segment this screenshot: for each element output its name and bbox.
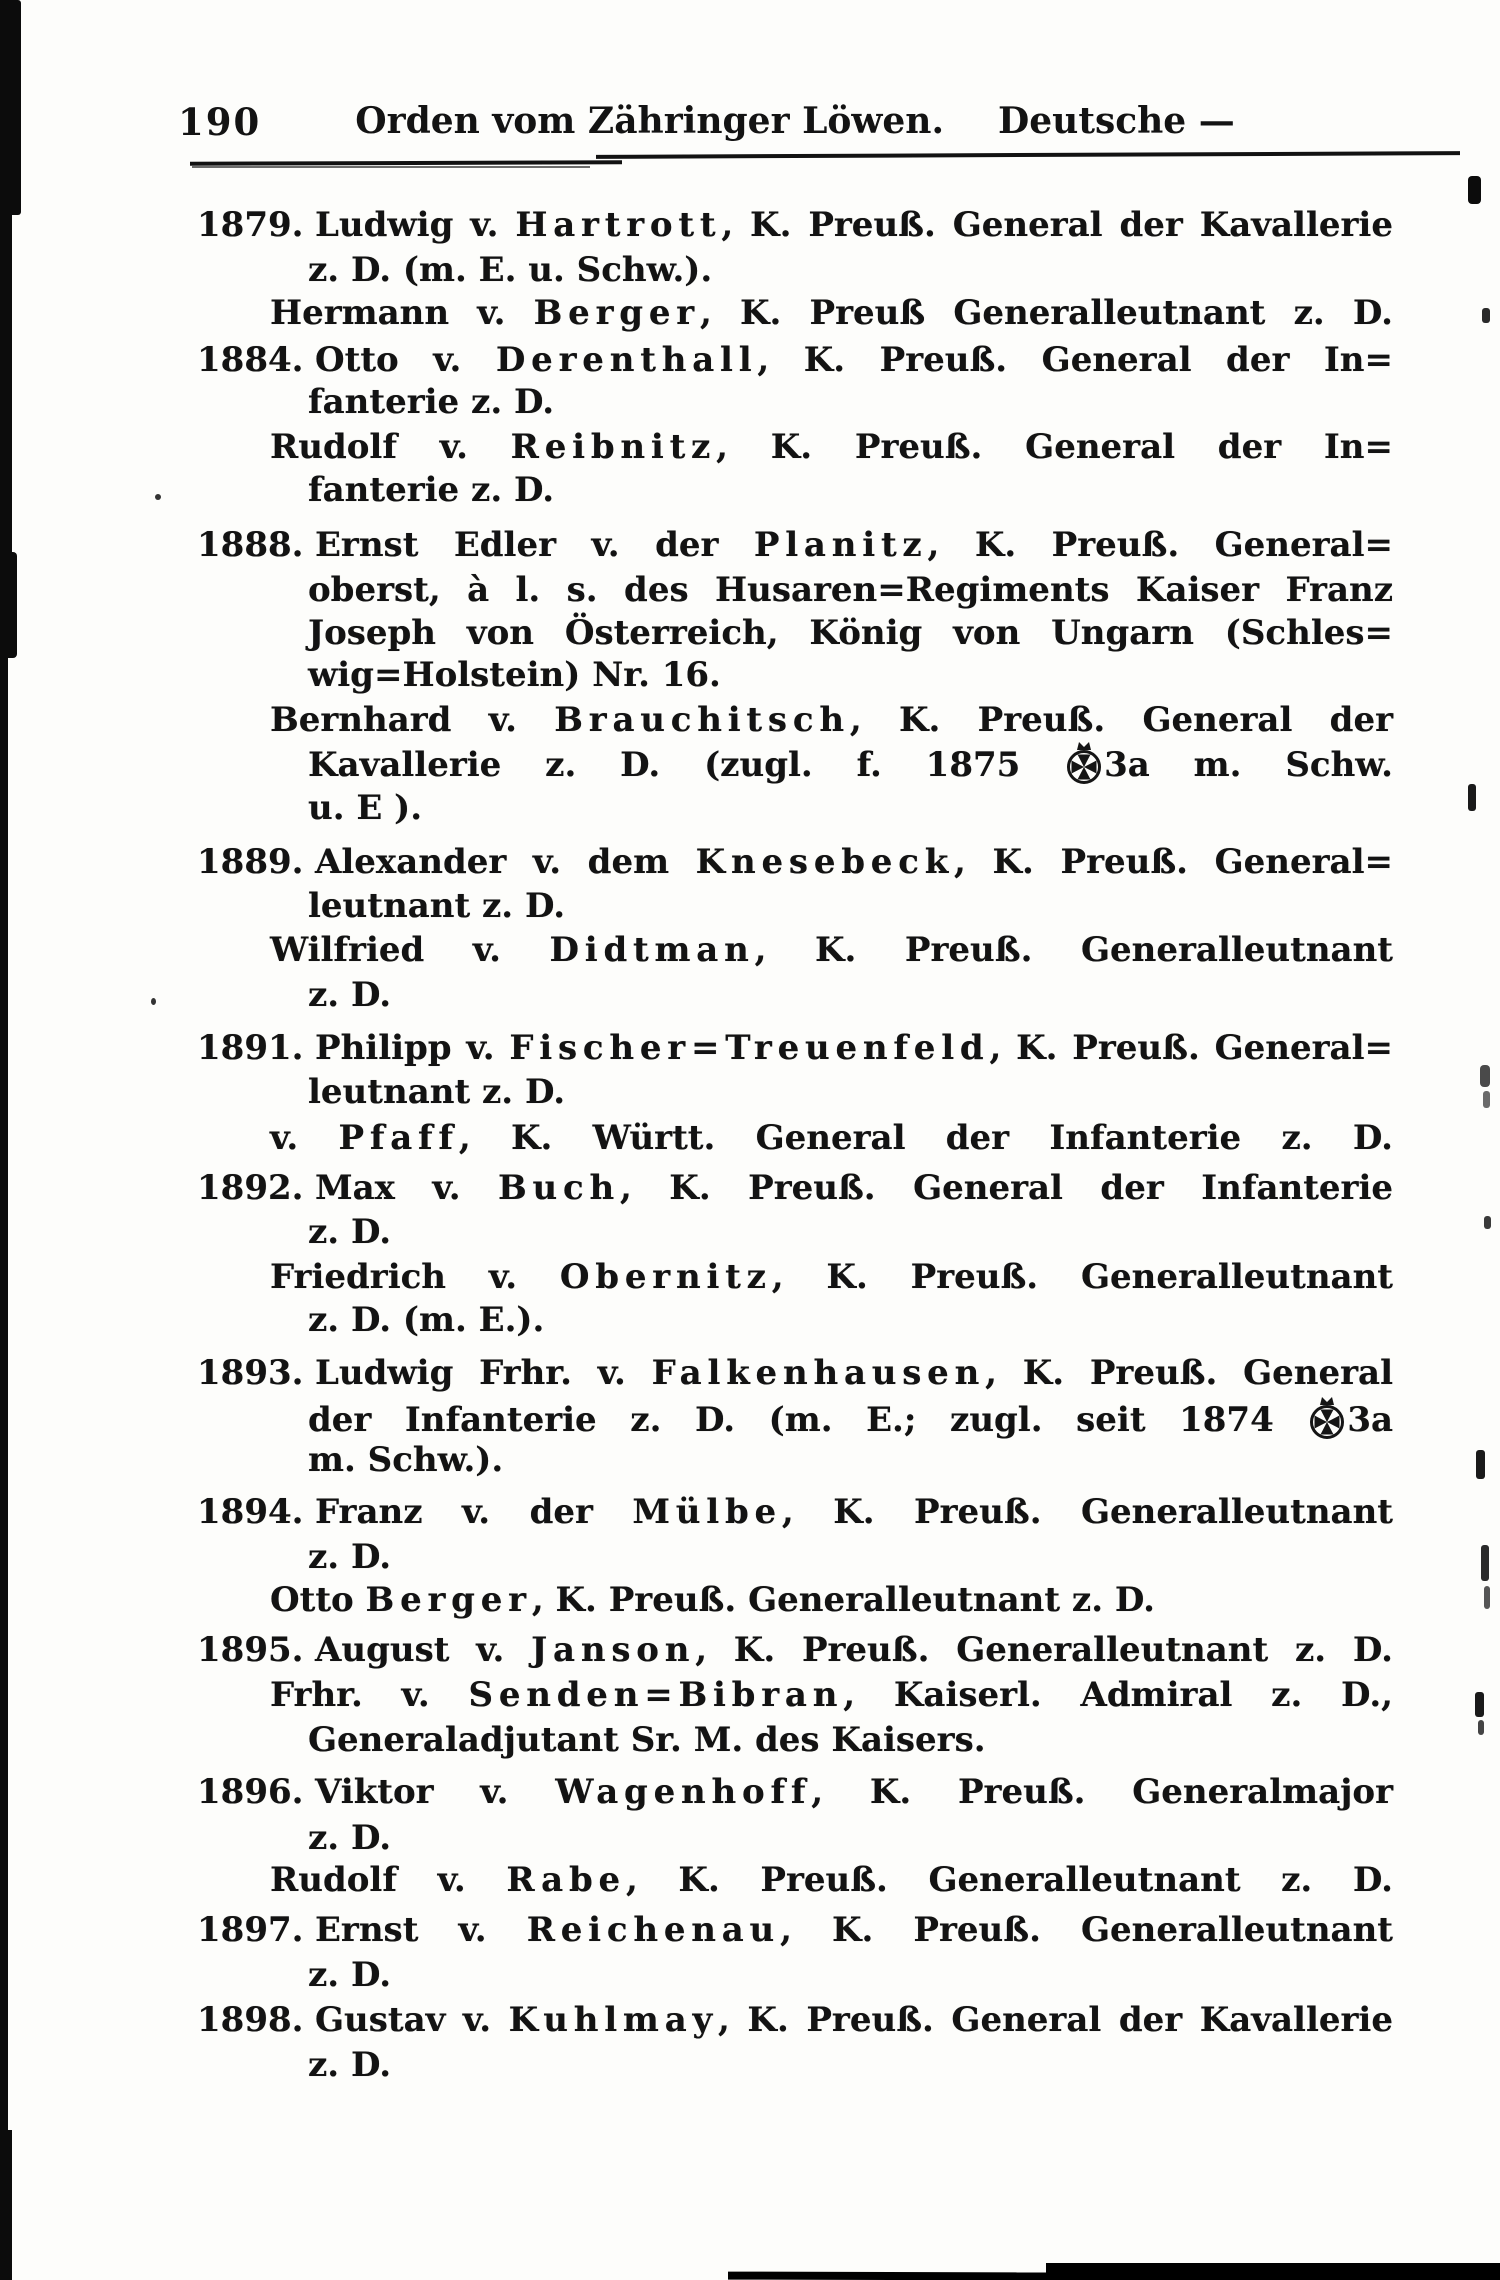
entry-year: 1898. [197,2000,304,2040]
line-text: , K. Preuß. Generalleutnant [780,1910,1393,1950]
entry-year: 1897. [197,1910,304,1950]
line-text: , K. Preuß. General der In= [757,340,1394,380]
entry-line [197,698,1393,742]
line-text: , K. Preuß. Generalleutnant z. D. [695,1630,1393,1670]
entry-year: 1896. [197,1772,304,1812]
left-edge-scan-stripe [0,210,12,572]
entry-line [197,1816,1393,1860]
entry-line [197,1858,1393,1902]
person-surname: Obernitz [559,1257,772,1297]
person-surname: Brauchitsch [554,700,850,740]
line-text: , K. Preuß. Generalleutnant z. D. [531,1580,1156,1620]
entry-line [197,1396,1393,1442]
right-edge-ink-speck [1468,176,1481,204]
line-text: leutnant z. D. [308,886,566,926]
line-text: Otto [270,1580,366,1620]
right-edge-ink-speck [1475,1692,1484,1717]
person-surname: Reibnitz [510,427,717,467]
person-surname: Kuhlmay [508,2000,719,2040]
line-text: fanterie z. D. [308,382,555,422]
entry-line [197,653,1393,697]
line-text: , K. Preuß Generalleutnant z. D. [699,293,1393,333]
right-edge-ink-speck [1481,1545,1489,1581]
line-text: , K. Preuß. General [985,1353,1393,1393]
entry-line [197,973,1393,1017]
order-cross-icon [1307,1396,1347,1440]
line-text: fanterie z. D. [308,470,555,510]
entry-line [197,291,1393,335]
line-text: oberst, à l. s. des Husaren=Regiments Kaiser Franz [308,570,1393,610]
line-text: August v. [315,1630,532,1670]
person-surname: Buch [498,1168,621,1208]
line-text: Joseph von Österreich, König von Ungarn (Schles= [308,613,1393,653]
entry-line [197,884,1393,928]
line-text: Wilfried v. [270,930,550,970]
entry-line [197,248,1393,292]
entry-line [197,468,1393,512]
line-text: Bernhard v. [270,700,555,740]
person-surname: Reichenau [526,1910,781,1950]
person-surname: Hartrott [515,205,722,245]
entry-line [197,1070,1393,1114]
line-text: Alexander v. dem [315,842,696,882]
line-text: Hermann v. [270,293,534,333]
line-text: , K. Preuß. General der Infanterie [620,1168,1393,1208]
entry-line [197,741,1393,787]
ink-dot [151,998,156,1005]
line-text: , K. Preuß. Generalmajor [811,1772,1394,1812]
line-text: z. D. [308,1212,392,1252]
line-text: z. D. [308,1818,392,1858]
line-text: Rudolf v. [270,427,511,467]
entry-line [197,1298,1393,1342]
line-text: leutnant z. D. [308,1072,566,1112]
line-text: z. D. (m. E.). [308,1300,545,1340]
line-text: Rudolf v. [270,1860,507,1900]
entry-year: 1891. [197,1028,304,1068]
entry-year: 1895. [197,1630,304,1670]
entry-line [197,1673,1393,1717]
person-surname: Berger [533,293,700,333]
person-surname: Mülbe [632,1492,782,1532]
line-text: z. D. [308,2045,392,2085]
entry-year: 1893. [197,1353,304,1393]
line-text: v. [270,1118,339,1158]
left-edge-scan-blob [0,0,21,215]
line-text: Franz v. der [315,1492,633,1532]
entry-line [197,338,1393,382]
entry-line [197,1026,1393,1070]
line-text: , K. Preuß. Generalleutnant [781,1492,1394,1532]
page-number: 190 [178,100,262,144]
entry-line [197,1718,1393,1762]
line-text: , K. Preuß. General der Kavallerie [721,205,1393,245]
line-text: Generaladjutant Sr. M. des Kaisers. [308,1720,986,1760]
entry-line [197,1438,1393,1482]
person-surname: Wagenhoff [555,1772,812,1812]
person-surname: Janson [531,1630,696,1670]
right-edge-ink-speck [1476,1450,1485,1479]
right-edge-ink-speck [1484,1586,1490,1609]
person-surname: Didtman [549,930,755,970]
line-text: z. D. [308,1955,392,1995]
person-surname: Fischer=Treuenfeld [509,1028,990,1068]
line-text: , K. Preuß. General= [989,1028,1393,1068]
line-text: Ludwig v. [315,205,516,245]
header-rule-left [190,160,622,166]
entry-line [197,1578,1393,1622]
right-edge-ink-speck [1478,1720,1484,1735]
line-text: Gustav v. [315,2000,509,2040]
line-text: , K. Preuß. General= [954,842,1393,882]
person-surname: Pfaff [338,1118,459,1158]
line-text: u. E ). [308,788,423,828]
header-rule-left-double [192,166,590,168]
entry-line [197,1908,1393,1952]
running-head [197,100,1393,142]
entry-line [197,203,1393,247]
line-text: , K. Preuß. Generalleutnant z. D. [625,1860,1393,1900]
entry-year: 1892. [197,1168,304,1208]
line-text: , K. Preuß. Generalleutnant [754,930,1394,970]
line-text: Kavallerie z. D. (zugl. f. 1875 [308,745,1065,785]
entry-line [197,1953,1393,1997]
line-text: , K. Preuß. General der Kavallerie [718,2000,1393,2040]
person-surname: Senden=Bibran [468,1675,844,1715]
right-edge-ink-speck [1482,308,1490,323]
line-text: Frhr. v. [270,1675,469,1715]
entry-line [197,1255,1393,1299]
entry-line [197,1535,1393,1579]
entry-line [197,1628,1393,1672]
right-edge-ink-speck [1480,1065,1490,1087]
person-surname: Planitz [753,525,928,565]
entry-line [197,1166,1393,1210]
entry-line [197,1770,1393,1814]
line-text: m. Schw.). [308,1440,504,1480]
entry-line [197,425,1393,469]
line-text: , K. Preuß. General der In= [716,427,1393,467]
line-text: , K. Preuß. Generalleutnant [771,1257,1393,1297]
right-edge-ink-speck [1468,784,1476,811]
bottom-edge-scan-bar [728,2272,1058,2280]
line-text: , K. Preuß. General der [849,700,1393,740]
ink-dot [155,494,161,500]
line-text: z. D. [308,975,392,1015]
entry-line [197,611,1393,655]
right-edge-ink-speck [1484,1216,1491,1229]
line-text: Philipp v. [315,1028,510,1068]
entry-line [197,1210,1393,1254]
line-text: Ernst v. [315,1910,527,1950]
entry-line [197,840,1393,884]
person-surname: Derenthall [495,340,758,380]
entry-line [197,523,1393,567]
entry-year: 1888. [197,525,304,565]
entry-line [197,786,1393,830]
line-text: Ludwig Frhr. v. [315,1353,652,1393]
left-edge-scan-blob [0,552,17,658]
entry-year: 1879. [197,205,304,245]
entry-line [197,928,1393,972]
entry-line [197,1116,1393,1160]
line-text: , K. Preuß. General= [927,525,1393,565]
line-text: , K. Württ. General der Infanterie z. D. [458,1118,1393,1158]
line-text: 3a m. Schw. [1104,745,1393,785]
line-text: der Infanterie z. D. (m. E.; zugl. seit 1874 [308,1400,1308,1440]
line-text: Max v. [315,1168,499,1208]
person-surname: Rabe [506,1860,626,1900]
person-surname: Knesebeck [695,842,955,882]
line-text: , Kaiserl. Admiral z. D., [843,1675,1393,1715]
entry-year: 1884. [197,340,304,380]
person-surname: Berger [365,1580,532,1620]
line-text: Ernst Edler v. der [315,525,754,565]
entry-year: 1894. [197,1492,304,1532]
line-text: Friedrich v. [270,1257,560,1297]
line-text: z. D. (m. E. u. Schw.). [308,250,713,290]
header-rule-right [596,151,1460,159]
order-cross-icon [1064,741,1104,785]
running-title: Orden vom Zähringer Löwen. [355,100,945,142]
entry-line [197,568,1393,612]
bottom-edge-scan-bar [1046,2263,1500,2280]
entry-line [197,2043,1393,2087]
line-text: z. D. [308,1537,392,1577]
line-text: Viktor v. [315,1772,556,1812]
right-edge-ink-speck [1483,1091,1490,1108]
entry-line [197,1351,1393,1395]
entry-line [197,1998,1393,2042]
person-surname: Falkenhausen [651,1353,986,1393]
section-label: Deutsche — [998,100,1235,142]
entry-line [197,380,1393,424]
line-text: Otto v. [315,340,496,380]
line-text: 3a [1347,1400,1393,1440]
entry-year: 1889. [197,842,304,882]
left-edge-scan-stripe [0,2130,12,2280]
line-text: wig=Holstein) Nr. 16. [308,655,721,695]
entry-line [197,1490,1393,1534]
